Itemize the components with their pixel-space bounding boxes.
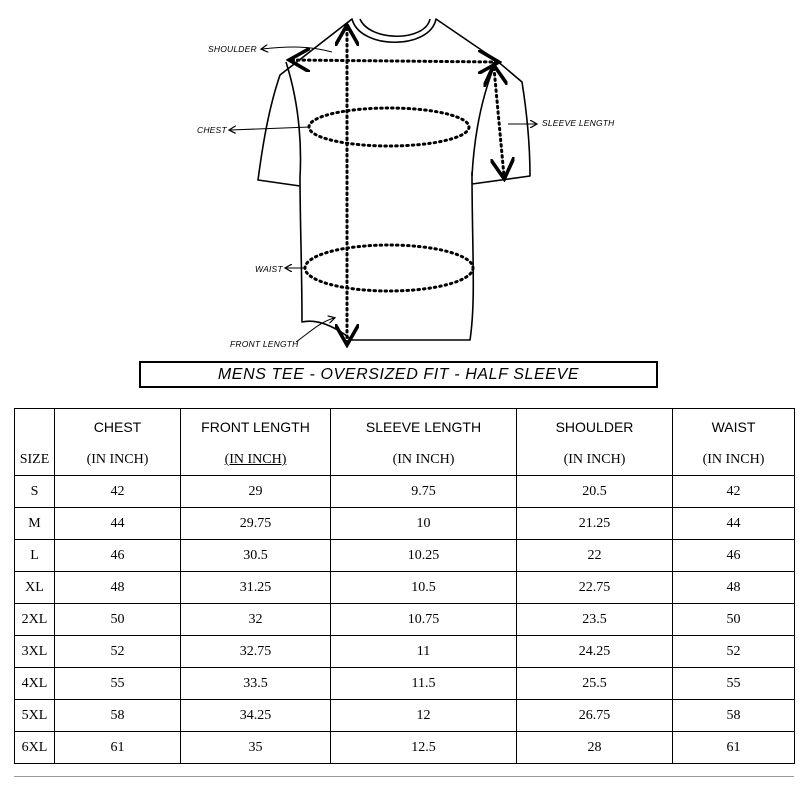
chest-cell: 61 <box>55 732 181 764</box>
sleeve-length-cell: 12 <box>331 700 517 732</box>
waist-label: WAIST <box>255 264 283 274</box>
sleeve-length-cell: 9.75 <box>331 476 517 508</box>
waist-cell: 61 <box>673 732 795 764</box>
size-cell: 3XL <box>15 636 55 668</box>
shirt-outline <box>258 19 530 340</box>
sleeve-length-label: SLEEVE LENGTH <box>542 118 615 128</box>
shoulder-cell: 20.5 <box>517 476 673 508</box>
waist-cell: 55 <box>673 668 795 700</box>
front-length-cell: 31.25 <box>181 572 331 604</box>
header-waist-name: WAIST <box>711 419 756 435</box>
chart-title-box <box>139 361 658 388</box>
header-sleeve-length-name: SLEEVE LENGTH <box>365 419 482 435</box>
size-cell: 2XL <box>15 604 55 636</box>
table-row <box>15 700 795 732</box>
chest-cell: 58 <box>55 700 181 732</box>
front-length-cell: 32.75 <box>181 636 331 668</box>
header-size-label: SIZE <box>19 452 50 467</box>
sleeve-length-cell: 12.5 <box>331 732 517 764</box>
shoulder-cell: 23.5 <box>517 604 673 636</box>
waist-cell: 44 <box>673 508 795 540</box>
shoulder-cell: 25.5 <box>517 668 673 700</box>
header-front-length-name: FRONT LENGTH <box>201 419 310 435</box>
header-chest <box>55 409 181 476</box>
chest-cell: 46 <box>55 540 181 572</box>
header-chest-unit: (IN INCH) <box>86 452 149 467</box>
chest-pointer <box>230 127 310 130</box>
shoulder-cell: 22 <box>517 540 673 572</box>
shoulder-cell: 21.25 <box>517 508 673 540</box>
size-cell: L <box>15 540 55 572</box>
tshirt-illustration <box>0 0 800 360</box>
sleeve-measure-line <box>494 68 504 176</box>
front-length-label: FRONT LENGTH <box>230 339 299 349</box>
header-sleeve-length <box>331 409 517 476</box>
waist-measure-ellipse <box>305 245 473 291</box>
shoulder-cell: 24.25 <box>517 636 673 668</box>
header-chest-name: CHEST <box>93 419 142 435</box>
table-row <box>15 604 795 636</box>
waist-cell: 48 <box>673 572 795 604</box>
front-length-cell: 33.5 <box>181 668 331 700</box>
table-row <box>15 508 795 540</box>
size-cell: M <box>15 508 55 540</box>
front-length-cell: 29.75 <box>181 508 331 540</box>
size-chart-table <box>14 408 795 764</box>
chest-cell: 42 <box>55 476 181 508</box>
table-row <box>15 540 795 572</box>
size-cell: S <box>15 476 55 508</box>
shoulder-label: SHOULDER <box>208 44 257 54</box>
front-length-cell: 29 <box>181 476 331 508</box>
table-row <box>15 476 795 508</box>
chest-cell: 55 <box>55 668 181 700</box>
sleeve-length-cell: 10.25 <box>331 540 517 572</box>
sleeve-length-cell: 10.75 <box>331 604 517 636</box>
table-row <box>15 732 795 764</box>
waist-cell: 50 <box>673 604 795 636</box>
sleeve-length-cell: 11 <box>331 636 517 668</box>
header-waist <box>673 409 795 476</box>
front-length-cell: 32 <box>181 604 331 636</box>
chart-title: MENS TEE - OVERSIZED FIT - HALF SLEEVE <box>217 365 580 383</box>
header-front-length <box>181 409 331 476</box>
size-cell: 5XL <box>15 700 55 732</box>
shoulder-measure-line <box>292 60 496 62</box>
header-shoulder <box>517 409 673 476</box>
chest-measure-ellipse <box>309 108 469 146</box>
shoulder-cell: 26.75 <box>517 700 673 732</box>
table-header-row <box>15 409 795 476</box>
header-shoulder-unit: (IN INCH) <box>563 452 626 467</box>
chest-cell: 50 <box>55 604 181 636</box>
shoulder-pointer <box>262 47 332 52</box>
front-length-cell: 34.25 <box>181 700 331 732</box>
header-front-length-unit: (IN INCH) <box>224 452 287 467</box>
sleeve-length-cell: 10 <box>331 508 517 540</box>
waist-cell: 52 <box>673 636 795 668</box>
header-waist-unit: (IN INCH) <box>702 452 765 467</box>
shoulder-cell: 22.75 <box>517 572 673 604</box>
shoulder-cell: 28 <box>517 732 673 764</box>
header-sleeve-length-unit: (IN INCH) <box>392 452 455 467</box>
front-length-cell: 30.5 <box>181 540 331 572</box>
table-row <box>15 572 795 604</box>
header-size <box>15 409 55 476</box>
tshirt-diagram <box>0 0 800 360</box>
bottom-divider <box>14 776 794 777</box>
waist-cell: 46 <box>673 540 795 572</box>
sleeve-length-cell: 10.5 <box>331 572 517 604</box>
size-cell: 4XL <box>15 668 55 700</box>
chest-cell: 52 <box>55 636 181 668</box>
waist-cell: 42 <box>673 476 795 508</box>
header-shoulder-name: SHOULDER <box>555 419 634 435</box>
sleeve-length-cell: 11.5 <box>331 668 517 700</box>
waist-cell: 58 <box>673 700 795 732</box>
size-cell: XL <box>15 572 55 604</box>
table-row <box>15 636 795 668</box>
chest-cell: 48 <box>55 572 181 604</box>
size-cell: 6XL <box>15 732 55 764</box>
front-length-cell: 35 <box>181 732 331 764</box>
table-row <box>15 668 795 700</box>
chest-label: CHEST <box>197 125 227 135</box>
chest-cell: 44 <box>55 508 181 540</box>
